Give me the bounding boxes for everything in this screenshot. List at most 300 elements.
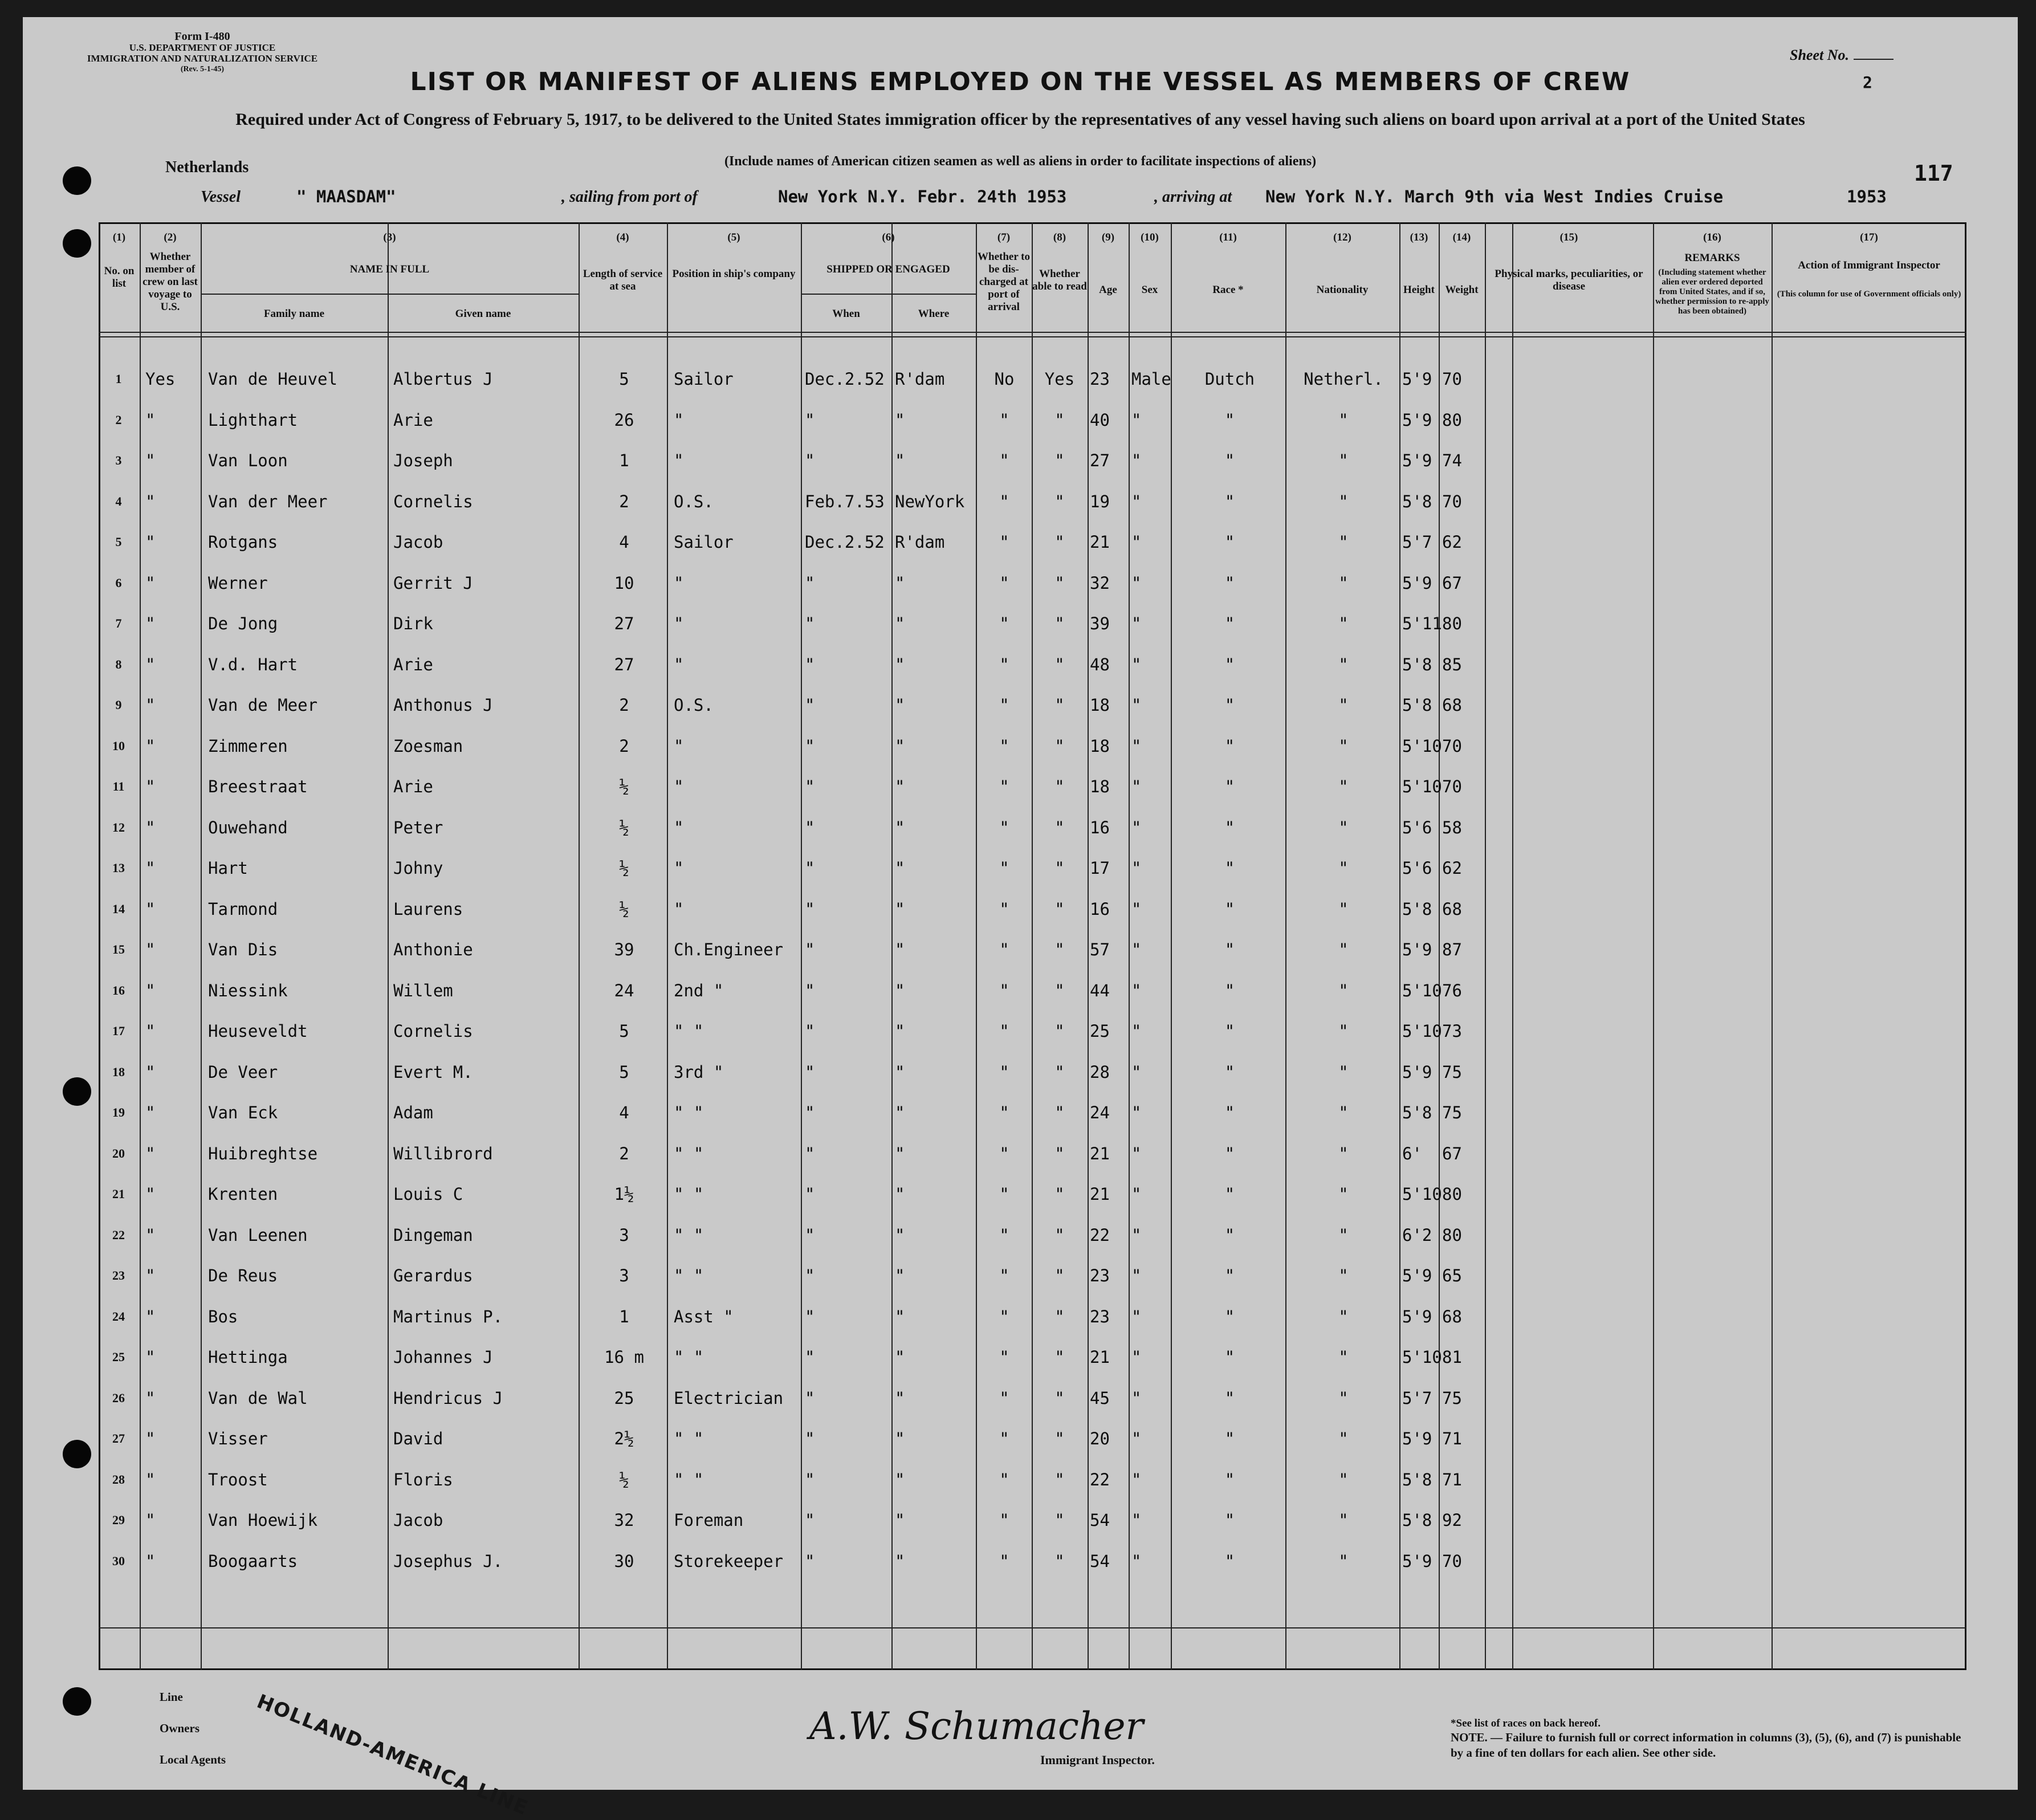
row-divider [99, 332, 1966, 333]
cell-age: 24 [1090, 1103, 1110, 1122]
cell-nat: " [1338, 1469, 1349, 1489]
cell-weight: 70 [1442, 777, 1462, 796]
cell-where: " [895, 1388, 905, 1408]
cell-when: " [805, 451, 815, 470]
cell-race: " [1224, 899, 1235, 919]
cell-race: " [1224, 573, 1235, 593]
cell-service: 5 [619, 369, 629, 389]
cell-given: Joseph [393, 451, 453, 470]
column-divider [1439, 222, 1440, 1670]
cell-position: " " [674, 1184, 704, 1204]
cell-given: Peter [393, 817, 443, 837]
cell-member: " [145, 1388, 156, 1408]
cell-disch: " [999, 1388, 1009, 1408]
cell-read: " [1054, 491, 1065, 511]
cell-position: 2nd " [674, 980, 724, 1000]
column-divider [579, 222, 580, 1670]
cell-age: 23 [1090, 1306, 1110, 1326]
column-number-position: (5) [727, 231, 740, 243]
cell-disch: " [999, 1266, 1009, 1285]
cell-sex: " [1131, 1347, 1142, 1367]
cell-age: 22 [1090, 1225, 1110, 1245]
cell-family: Werner [208, 573, 268, 593]
cell-height: 5'9 [1402, 940, 1432, 959]
cell-no: 10 [112, 738, 125, 753]
cell-read: " [1054, 899, 1065, 919]
cell-weight: 67 [1442, 1143, 1462, 1163]
cell-where: " [895, 1347, 905, 1367]
cell-service: 5 [619, 1062, 629, 1082]
cell-service: ½ [619, 899, 629, 919]
header-sex: Sex [1141, 284, 1158, 296]
cell-member: " [145, 614, 156, 633]
cell-service: 2 [619, 736, 629, 756]
header-shipped-where: Where [918, 308, 950, 320]
cell-given: Dirk [393, 614, 433, 633]
cell-no: 7 [115, 616, 122, 630]
cell-race: " [1224, 1266, 1235, 1285]
sheet-label: Sheet No. [1790, 47, 1849, 63]
cell-service: 2½ [614, 1429, 634, 1448]
cell-age: 57 [1090, 940, 1110, 959]
cell-age: 21 [1090, 1143, 1110, 1163]
cell-disch: " [999, 410, 1009, 430]
cell-sex: " [1131, 1266, 1142, 1285]
cell-when: " [805, 858, 815, 878]
column-divider [1285, 222, 1286, 1670]
header-physical-marks: Physical marks, peculiarities, or disease [1495, 268, 1643, 292]
cell-age: 54 [1090, 1551, 1110, 1571]
cell-sex: " [1131, 777, 1142, 796]
column-number-name: (3) [383, 231, 396, 243]
cell-given: Willem [393, 980, 453, 1000]
cell-position: " [674, 654, 684, 674]
cell-disch: " [999, 451, 1009, 470]
cell-given: Josephus J. [393, 1551, 503, 1571]
cell-position: Foreman [674, 1510, 744, 1530]
cell-position: " [674, 899, 684, 919]
cell-member: " [145, 410, 156, 430]
cell-nat: " [1338, 777, 1349, 796]
cell-nat: " [1338, 1388, 1349, 1408]
cell-height: 5'10 [1402, 1021, 1442, 1041]
cell-position: 3rd " [674, 1062, 724, 1082]
cell-no: 20 [112, 1146, 125, 1161]
cell-nat: Netherl. [1304, 369, 1383, 389]
cell-disch: " [999, 777, 1009, 796]
cell-given: Gerardus [393, 1266, 473, 1285]
cell-age: 40 [1090, 410, 1110, 430]
cell-member: " [145, 1551, 156, 1571]
cell-member: " [145, 940, 156, 959]
cell-where: " [895, 858, 905, 878]
punch-hole [63, 1077, 91, 1106]
cell-member: " [145, 491, 156, 511]
cell-weight: 73 [1442, 1021, 1462, 1041]
cell-weight: 80 [1442, 1184, 1462, 1204]
cell-position: " " [674, 1347, 704, 1367]
header-member-last-voyage: Whether member of crew on last voyage to U.S. [142, 251, 198, 313]
cell-service: ½ [619, 858, 629, 878]
cell-age: 32 [1090, 573, 1110, 593]
cell-disch: " [999, 1469, 1009, 1489]
cell-weight: 92 [1442, 1510, 1462, 1530]
cell-no: 9 [115, 698, 122, 712]
cell-height: 5'8 [1402, 899, 1432, 919]
cell-family: Bos [208, 1306, 238, 1326]
cell-disch: " [999, 695, 1009, 715]
cell-family: Zimmeren [208, 736, 288, 756]
cell-age: 18 [1090, 736, 1110, 756]
cell-where: " [895, 899, 905, 919]
cell-position: Sailor [674, 369, 734, 389]
cell-disch: " [999, 1510, 1009, 1530]
cell-where: " [895, 980, 905, 1000]
cell-member: " [145, 1306, 156, 1326]
cell-height: 5'9 [1402, 1266, 1432, 1285]
cell-family: Breestraat [208, 777, 308, 796]
cell-service: 2 [619, 491, 629, 511]
cell-sex: " [1131, 1143, 1142, 1163]
cell-age: 21 [1090, 1347, 1110, 1367]
cell-age: 17 [1090, 858, 1110, 878]
cell-race: " [1224, 1184, 1235, 1204]
cell-family: Van de Meer [208, 695, 318, 715]
cell-member: " [145, 1184, 156, 1204]
cell-weight: 75 [1442, 1388, 1462, 1408]
cell-weight: 70 [1442, 736, 1462, 756]
header-action-sub: (This column for use of Government officials only) [1777, 290, 1961, 299]
cell-race: " [1224, 1103, 1235, 1122]
cell-disch: " [999, 1551, 1009, 1571]
cell-family: Van de Heuvel [208, 369, 337, 389]
cell-family: Rotgans [208, 532, 278, 552]
sheet-number [1790, 47, 1894, 64]
column-number-member: (2) [164, 231, 177, 243]
cell-where: " [895, 1469, 905, 1489]
cell-race: " [1224, 491, 1235, 511]
cell-member: " [145, 1143, 156, 1163]
cell-family: Van de Wal [208, 1388, 308, 1408]
cell-when: " [805, 1184, 815, 1204]
cell-nat: " [1338, 1062, 1349, 1082]
cell-height: 5'9 [1402, 573, 1432, 593]
cell-read: " [1054, 573, 1065, 593]
cell-given: Cornelis [393, 1021, 473, 1041]
cell-nat: " [1338, 532, 1349, 552]
cell-given: Hendricus J [393, 1388, 503, 1408]
cell-position: " " [674, 1143, 704, 1163]
cell-family: Huibreghtse [208, 1143, 318, 1163]
cell-weight: 62 [1442, 858, 1462, 878]
cell-race: " [1224, 1225, 1235, 1245]
cell-nat: " [1338, 695, 1349, 715]
cell-sex: Male [1131, 369, 1171, 389]
cell-given: Anthonie [393, 940, 473, 959]
cell-where: " [895, 695, 905, 715]
cell-where: " [895, 1225, 905, 1245]
cell-when: Dec.2.52 [805, 369, 885, 389]
cell-nat: " [1338, 1266, 1349, 1285]
column-number-race: (11) [1219, 231, 1237, 243]
cell-no: 24 [112, 1309, 125, 1324]
cell-race: " [1224, 654, 1235, 674]
cell-member: " [145, 817, 156, 837]
column-divider [1088, 222, 1089, 1670]
cell-race: " [1224, 980, 1235, 1000]
cell-position: " [674, 777, 684, 796]
inspector-signature: A.W. Schumacher [809, 1704, 1144, 1748]
cell-race: " [1224, 1306, 1235, 1326]
column-divider [667, 222, 668, 1670]
cell-when: " [805, 1510, 815, 1530]
cell-weight: 70 [1442, 369, 1462, 389]
cell-height: 5'11 [1402, 614, 1442, 633]
cell-no: 4 [115, 494, 122, 508]
column-number-shipped: (6) [882, 231, 895, 243]
cell-service: 26 [614, 410, 634, 430]
cell-race: " [1224, 410, 1235, 430]
cell-nat: " [1338, 940, 1349, 959]
cell-service: 3 [619, 1266, 629, 1285]
cell-height: 5'10 [1402, 980, 1442, 1000]
cell-weight: 68 [1442, 695, 1462, 715]
cell-race: " [1224, 777, 1235, 796]
cell-race: " [1224, 1143, 1235, 1163]
header-nationality: Nationality [1316, 284, 1369, 296]
column-number-discharged: (7) [997, 231, 1011, 243]
header-family-name: Family name [263, 308, 325, 320]
cell-disch: " [999, 1306, 1009, 1326]
cell-where: " [895, 1551, 905, 1571]
cell-disch: " [999, 1225, 1009, 1245]
column-number-height: (13) [1410, 231, 1428, 243]
cell-when: Feb.7.53 [805, 491, 885, 511]
cell-nat: " [1338, 1103, 1349, 1122]
cell-when: " [805, 654, 815, 674]
cell-given: Floris [393, 1469, 453, 1489]
cell-age: 28 [1090, 1062, 1110, 1082]
cell-service: 1½ [614, 1184, 634, 1204]
cell-no: 17 [112, 1024, 125, 1038]
cell-where: " [895, 940, 905, 959]
cell-race: " [1224, 1429, 1235, 1448]
cell-member: " [145, 1510, 156, 1530]
cell-age: 23 [1090, 369, 1110, 389]
header-action: Action of Immigrant Inspector [1798, 259, 1940, 271]
cell-height: 5'8 [1402, 491, 1432, 511]
column-divider [891, 222, 893, 1670]
cell-disch: " [999, 817, 1009, 837]
arriving-label: , arriving at [1154, 188, 1232, 206]
cell-sex: " [1131, 1225, 1142, 1245]
cell-height: 5'9 [1402, 1062, 1432, 1082]
header-no-on-list: No. on list [104, 265, 135, 290]
cell-weight: 81 [1442, 1347, 1462, 1367]
cell-service: 27 [614, 614, 634, 633]
cell-when: " [805, 1388, 815, 1408]
column-number-physical: (15) [1559, 231, 1578, 243]
cell-when: " [805, 695, 815, 715]
cell-sex: " [1131, 1510, 1142, 1530]
cell-given: Zoesman [393, 736, 463, 756]
cell-position: " [674, 858, 684, 878]
cell-given: Laurens [393, 899, 463, 919]
cell-age: 19 [1090, 491, 1110, 511]
cell-sex: " [1131, 1388, 1142, 1408]
footer-line-label: Line [160, 1690, 183, 1704]
cell-service: ½ [619, 1469, 629, 1489]
column-number-age: (9) [1101, 231, 1115, 243]
row-divider [801, 294, 976, 295]
cell-disch: " [999, 1103, 1009, 1122]
cell-age: 54 [1090, 1510, 1110, 1530]
column-number-read: (8) [1053, 231, 1066, 243]
cell-family: Heuseveldt [208, 1021, 308, 1041]
cell-read: " [1054, 614, 1065, 633]
cell-service: 24 [614, 980, 634, 1000]
column-divider [976, 222, 977, 1670]
cell-weight: 80 [1442, 614, 1462, 633]
cell-sex: " [1131, 654, 1142, 674]
cell-read: " [1054, 1225, 1065, 1245]
header-length-of-service: Length of service at sea [583, 268, 663, 292]
cell-when: " [805, 980, 815, 1000]
cell-race: " [1224, 451, 1235, 470]
cell-when: " [805, 1021, 815, 1041]
cell-height: 5'9 [1402, 451, 1432, 470]
cell-nat: " [1338, 573, 1349, 593]
header-discharged: Whether to be dis-charged at port of arrival [978, 251, 1030, 313]
cell-weight: 87 [1442, 940, 1462, 959]
cell-read: " [1054, 1347, 1065, 1367]
cell-family: Van der Meer [208, 491, 328, 511]
sailing-from: New York N.Y. Febr. 24th 1953 [778, 187, 1067, 206]
cell-sex: " [1131, 410, 1142, 430]
cell-when: " [805, 736, 815, 756]
cell-nat: " [1338, 1225, 1349, 1245]
cell-position: O.S. [674, 695, 714, 715]
cell-read: " [1054, 410, 1065, 430]
cell-age: 48 [1090, 654, 1110, 674]
cell-read: " [1054, 736, 1065, 756]
cell-where: " [895, 410, 905, 430]
cell-family: Tarmond [208, 899, 278, 919]
column-divider [1171, 222, 1172, 1670]
cell-nat: " [1338, 980, 1349, 1000]
cell-given: Martinus P. [393, 1306, 503, 1326]
cell-given: Arie [393, 654, 433, 674]
cell-read: " [1054, 1184, 1065, 1204]
cell-given: Anthonus J [393, 695, 493, 715]
cell-no: 28 [112, 1472, 125, 1487]
cell-nat: " [1338, 899, 1349, 919]
cell-nat: " [1338, 1184, 1349, 1204]
cell-member: " [145, 858, 156, 878]
cell-height: 5'6 [1402, 858, 1432, 878]
cell-no: 1 [115, 372, 122, 386]
column-divider [1032, 222, 1033, 1670]
column-divider [1399, 222, 1400, 1670]
cell-where: " [895, 1143, 905, 1163]
cell-no: 15 [112, 942, 125, 956]
header-position: Position in ship's company [672, 268, 796, 280]
cell-service: ½ [619, 777, 629, 796]
cell-race: " [1224, 1347, 1235, 1367]
cell-where: " [895, 1021, 905, 1041]
cell-position: Asst " [674, 1306, 734, 1326]
cell-when: " [805, 940, 815, 959]
cell-sex: " [1131, 940, 1142, 959]
cell-position: Storekeeper [674, 1551, 784, 1571]
cell-age: 39 [1090, 614, 1110, 633]
cell-member: " [145, 1429, 156, 1448]
cell-member: " [145, 654, 156, 674]
cell-sex: " [1131, 980, 1142, 1000]
cell-nat: " [1338, 1429, 1349, 1448]
cell-read: " [1054, 1062, 1065, 1082]
cell-position: " [674, 817, 684, 837]
holland-america-stamp: HOLLAND-AMERICA LINE [254, 1690, 532, 1820]
cell-race: " [1224, 1551, 1235, 1571]
header-remarks: REMARKS [1684, 252, 1740, 264]
cell-race: " [1224, 532, 1235, 552]
cell-no: 22 [112, 1227, 125, 1242]
cell-sex: " [1131, 736, 1142, 756]
cell-given: Arie [393, 410, 433, 430]
races-note: *See list of races on back hereof. [1451, 1717, 1601, 1729]
cell-sex: " [1131, 1469, 1142, 1489]
header-weight: Weight [1445, 284, 1479, 296]
cell-height: 5'9 [1402, 1429, 1432, 1448]
header-remarks-sub: (Including statement whether alien ever ordered deported from United States, and if so, whether permission to re-apply has been obtained) [1655, 268, 1769, 316]
row-divider [201, 294, 579, 295]
cell-disch: " [999, 1021, 1009, 1041]
cell-height: 5'8 [1402, 1510, 1432, 1530]
cell-read: " [1054, 1469, 1065, 1489]
cell-no: 6 [115, 575, 122, 590]
cell-position: " " [674, 1469, 704, 1489]
cell-position: " [674, 451, 684, 470]
cell-disch: " [999, 980, 1009, 1000]
cell-age: 16 [1090, 899, 1110, 919]
cell-nat: " [1338, 1510, 1349, 1530]
cell-disch: " [999, 736, 1009, 756]
cell-service: 25 [614, 1388, 634, 1408]
cell-sex: " [1131, 1306, 1142, 1326]
cell-disch: " [999, 858, 1009, 878]
cell-read: " [1054, 695, 1065, 715]
header-age: Age [1099, 284, 1117, 296]
cell-service: 1 [619, 1306, 629, 1326]
cell-service: 30 [614, 1551, 634, 1571]
cell-read: " [1054, 1143, 1065, 1163]
cell-weight: 80 [1442, 1225, 1462, 1245]
cell-service: 1 [619, 451, 629, 470]
cell-no: 18 [112, 1064, 125, 1079]
cell-no: 12 [112, 820, 125, 834]
cell-given: Arie [393, 777, 433, 796]
cell-member: " [145, 1103, 156, 1122]
cell-weight: 58 [1442, 817, 1462, 837]
column-divider [140, 222, 141, 1670]
cell-family: Visser [208, 1429, 268, 1448]
cell-no: 13 [112, 861, 125, 875]
cell-read: " [1054, 1510, 1065, 1530]
cell-member: " [145, 451, 156, 470]
cell-where: " [895, 451, 905, 470]
cell-disch: " [999, 940, 1009, 959]
